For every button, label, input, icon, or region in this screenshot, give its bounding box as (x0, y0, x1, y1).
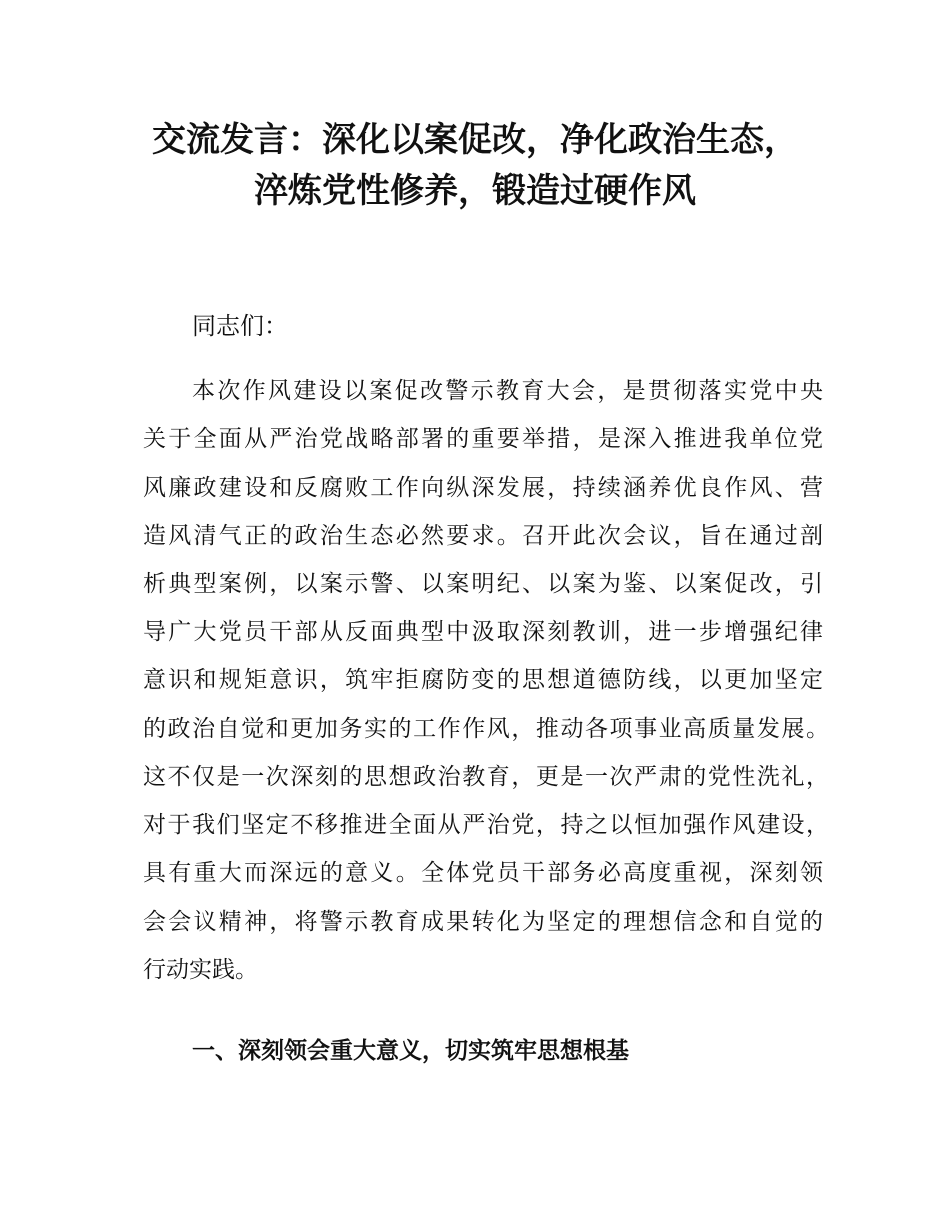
paragraph-line: 的政治自觉和更加务实的工作作风，推动各项事业高质量发展。 (143, 716, 829, 742)
paragraph-line: 意识和规矩意识，筑牢拒腐防变的思想道德防线，以更加坚定 (143, 667, 823, 693)
document-title-line-2: 淬炼党性修养，锻造过硬作风 (254, 171, 696, 211)
document-title-line-1: 交流发言：深化以案促改，净化政治生态， (152, 120, 798, 160)
paragraph-line: 会会议精神，将警示教育成果转化为坚定的理想信念和自觉的 (143, 909, 823, 935)
paragraph-line: 造风清气正的政治生态必然要求。召开此次会议，旨在通过剖 (143, 523, 823, 549)
paragraph-line: 具有重大而深远的意义。全体党员干部务必高度重视，深刻领 (143, 860, 823, 886)
paragraph-line: 导广大党员干部从反面典型中汲取深刻教训，进一步增强纪律 (143, 619, 823, 645)
salutation: 同志们： (192, 312, 288, 340)
paragraph-line: 行动实践。 (143, 957, 258, 983)
paragraph-line: 风廉政建设和反腐败工作向纵深发展，持续涵养优良作风、营 (143, 475, 823, 501)
paragraph-line: 关于全面从严治党战略部署的重要举措，是深入推进我单位党 (143, 426, 823, 452)
section-heading-1: 一、深刻领会重大意义，切实筑牢思想根基 (192, 1038, 629, 1064)
paragraph-line: 这不仅是一次深刻的思想政治教育，更是一次严肃的党性洗礼， (143, 764, 829, 790)
paragraph-line: 析典型案例，以案示警、以案明纪、以案为鉴、以案促改，引 (143, 571, 823, 597)
paragraph-line: 本次作风建设以案促改警示教育大会，是贯彻落实党中央 (192, 378, 823, 404)
paragraph-line: 对于我们坚定不移推进全面从严治党，持之以恒加强作风建设， (143, 812, 829, 838)
